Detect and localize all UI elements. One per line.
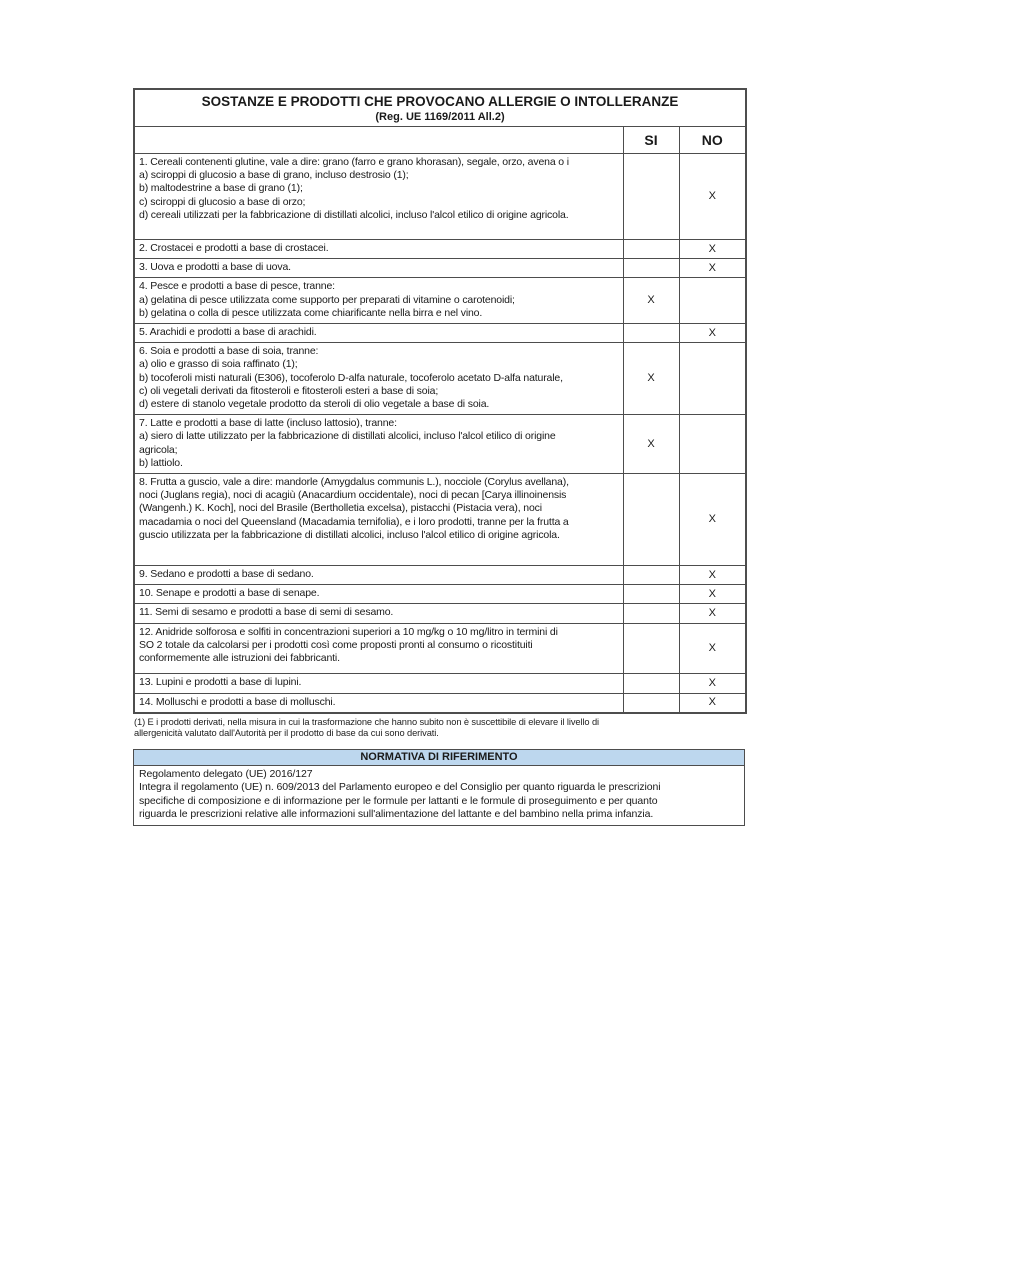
row-text-line: 14. Molluschi e prodotti a base di molluschi. xyxy=(139,695,336,708)
no-mark: X xyxy=(679,474,746,566)
si-mark xyxy=(623,693,679,713)
allergen-description-cell xyxy=(134,674,623,693)
allergen-description-cell xyxy=(134,278,623,324)
si-mark xyxy=(623,240,679,259)
allergen-description-cell xyxy=(134,324,623,343)
row-text-line: 12. Anidride solforosa e solfiti in concentrazioni superiori a 10 mg/kg o 10 mg/litro in termini di xyxy=(139,625,558,638)
row-text-line: guscio utilizzata per la fabbricazione di distillati alcolici, incluso l'alcol etilico di origine agricola. xyxy=(139,528,560,541)
si-mark xyxy=(623,324,679,343)
row-text-line: 7. Latte e prodotti a base di latte (incluso lattosio), tranne: xyxy=(139,417,397,430)
row-text-line: 8. Frutta a guscio, vale a dire: mandorle (Amygdalus communis L.), nocciole (Corylus avellana), xyxy=(139,476,569,489)
allergen-description-cell xyxy=(134,259,623,278)
footnote-line: allergenicità valutato dall'Autorità per il prodotto di base da cui sono derivati. xyxy=(134,727,439,738)
no-mark: X xyxy=(679,674,746,693)
row-text-line: 5. Arachidi e prodotti a base di arachidi. xyxy=(139,326,317,339)
no-mark: X xyxy=(679,324,746,343)
table-title: SOSTANZE E PRODOTTI CHE PROVOCANO ALLERGIE O INTOLLERANZE xyxy=(201,94,679,109)
no-mark: X xyxy=(679,604,746,623)
row-text-line: (Wangenh.) K. Koch], noci del Brasile (Bertholletia excelsa), pistacchi (Pistacia vera), noci xyxy=(139,502,542,515)
table-row xyxy=(134,343,746,415)
table-subtitle: (Reg. UE 1169/2011 All.2) xyxy=(375,111,505,123)
row-text-line: 9. Sedano e prodotti a base di sedano. xyxy=(139,568,314,581)
allergen-description-cell xyxy=(134,343,623,415)
si-mark xyxy=(623,585,679,604)
normativa-line: Integra il regolamento (UE) n. 609/2013 del Parlamento europeo e del Consiglio per quanto riguarda le prescrizioni xyxy=(139,781,661,794)
normativa-body xyxy=(133,766,745,827)
table-row xyxy=(134,278,746,324)
allergen-description-cell xyxy=(134,240,623,259)
row-text-line: a) siero di latte utilizzato per la fabbricazione di distillati alcolici, incluso l'alcol etilico di origine xyxy=(139,430,556,443)
row-text-line: a) gelatina di pesce utilizzata come supporto per preparati di vitamine o carotenoidi; xyxy=(139,293,515,306)
allergen-description-cell xyxy=(134,585,623,604)
footnote-line: (1) E i prodotti derivati, nella misura in cui la trasformazione che hanno subito non è suscettibile di elevare il livello di xyxy=(134,716,599,727)
no-mark: X xyxy=(679,259,746,278)
no-mark: X xyxy=(679,693,746,713)
footnote xyxy=(133,717,745,739)
table-row xyxy=(134,585,746,604)
table-row xyxy=(134,240,746,259)
row-text-line: 6. Soia e prodotti a base di soia, tranne: xyxy=(139,345,319,358)
row-text-line: b) tocoferoli misti naturali (E306), tocoferolo D-alfa naturale, tocoferolo acetato D-alfa naturale, xyxy=(139,371,563,384)
no-mark xyxy=(679,343,746,415)
allergen-description-cell xyxy=(134,604,623,623)
table-row xyxy=(134,674,746,693)
table-row xyxy=(134,259,746,278)
no-mark: X xyxy=(679,566,746,585)
table-row xyxy=(134,474,746,566)
si-mark xyxy=(623,566,679,585)
column-header-no: NO xyxy=(679,127,746,154)
allergen-description-cell xyxy=(134,693,623,713)
normativa-line: specifiche di composizione e di informazione per le formule per lattanti e le formule di proseguimento e per quanto xyxy=(139,794,658,807)
no-mark xyxy=(679,278,746,324)
row-text-line: c) oli vegetali derivati da fitosteroli e fitosteroli esteri a base di soia; xyxy=(139,384,439,397)
row-text-line: SO 2 totale da calcolarsi per i prodotti così come proposti pronti al consumo o ricostituiti xyxy=(139,638,533,651)
allergen-table-body xyxy=(134,154,746,713)
si-mark: X xyxy=(623,343,679,415)
title-row xyxy=(134,89,746,127)
title-cell xyxy=(134,89,746,127)
row-text-line: 1. Cereali contenenti glutine, vale a dire: grano (farro e grano khorasan), segale, orzo, avena o i xyxy=(139,156,569,168)
allergen-description-cell xyxy=(134,154,623,240)
si-mark xyxy=(623,259,679,278)
si-mark xyxy=(623,674,679,693)
si-mark xyxy=(623,623,679,674)
column-header-row xyxy=(134,127,746,154)
si-mark xyxy=(623,474,679,566)
table-row xyxy=(134,566,746,585)
si-mark: X xyxy=(623,278,679,324)
table-row xyxy=(134,623,746,674)
si-mark xyxy=(623,604,679,623)
table-row xyxy=(134,154,746,240)
row-text-line: b) maltodestrine a base di grano (1); xyxy=(139,182,303,195)
row-text-line: 3. Uova e prodotti a base di uova. xyxy=(139,261,291,274)
empty-header-cell xyxy=(134,127,623,154)
allergen-description-cell xyxy=(134,566,623,585)
allergen-description-cell xyxy=(134,415,623,474)
row-text-line: conformemente alle istruzioni dei fabbricanti. xyxy=(139,652,340,665)
normativa-line: riguarda le prescrizioni relative alle informazioni sull'alimentazione del lattante e del bambino nella prima infanzia. xyxy=(139,807,654,820)
normativa-line: Regolamento delegato (UE) 2016/127 xyxy=(139,767,313,780)
si-mark xyxy=(623,154,679,240)
no-mark: X xyxy=(679,623,746,674)
row-text-line: 13. Lupini e prodotti a base di lupini. xyxy=(139,676,302,689)
column-header-si: SI xyxy=(623,127,679,154)
allergen-description-cell xyxy=(134,474,623,566)
allergen-table xyxy=(133,88,747,714)
table-row xyxy=(134,604,746,623)
row-text-line: 10. Senape e prodotti a base di senape. xyxy=(139,587,320,600)
row-text-line: agricola; xyxy=(139,443,178,456)
allergen-description-cell xyxy=(134,623,623,674)
row-text-line: c) sciroppi di glucosio a base di orzo; xyxy=(139,195,306,208)
no-mark: X xyxy=(679,585,746,604)
normativa-header: NORMATIVA DI RIFERIMENTO xyxy=(133,749,745,766)
row-text-line: noci (Juglans regia), noci di acagiù (Anacardium occidentale), noci di pecan [Carya illinoinensis xyxy=(139,489,567,502)
row-text-line: macadamia o noci del Queensland (Macadamia ternifolia), e i loro prodotti, tranne per la frutta a xyxy=(139,515,569,528)
row-text-line: b) lattiolo. xyxy=(139,456,183,469)
document-page xyxy=(133,88,745,826)
table-row xyxy=(134,693,746,713)
row-text-line: b) gelatina o colla di pesce utilizzata come chiarificante nella birra e nel vino. xyxy=(139,306,483,319)
row-text-line: d) estere di stanolo vegetale prodotto da steroli di olio vegetale a base di soia. xyxy=(139,398,490,411)
row-text-line: a) olio e grasso di soia raffinato (1); xyxy=(139,358,298,371)
row-text-line: d) cereali utilizzati per la fabbricazione di distillati alcolici, incluso l'alcol etilico di origine agricola. xyxy=(139,208,569,221)
row-text-line: 11. Semi di sesamo e prodotti a base di semi di sesamo. xyxy=(139,606,394,619)
no-mark: X xyxy=(679,154,746,240)
row-text-line: 2. Crostacei e prodotti a base di crostacei. xyxy=(139,242,329,255)
si-mark: X xyxy=(623,415,679,474)
no-mark: X xyxy=(679,240,746,259)
table-row xyxy=(134,415,746,474)
table-row xyxy=(134,324,746,343)
row-text-line: 4. Pesce e prodotti a base di pesce, tranne: xyxy=(139,280,335,293)
no-mark xyxy=(679,415,746,474)
row-text-line: a) sciroppi di glucosio a base di grano, incluso destrosio (1); xyxy=(139,169,409,182)
